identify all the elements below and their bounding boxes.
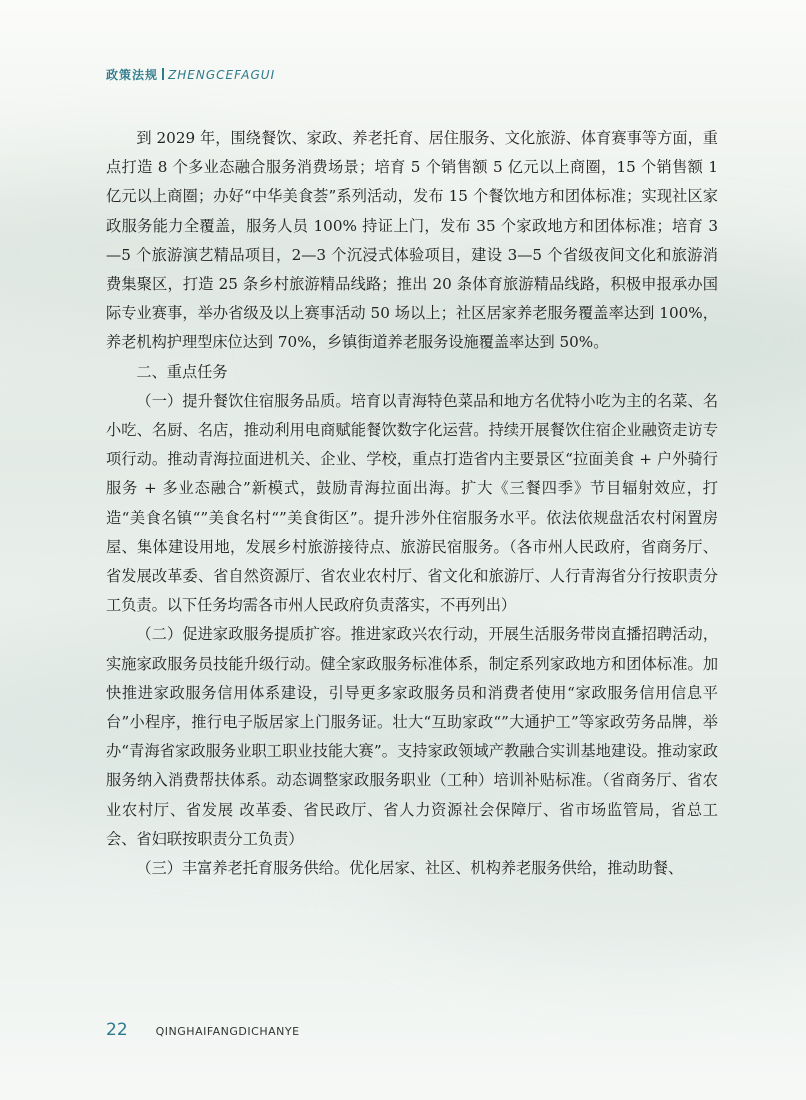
paragraph-targets: 到 2029 年，围绕餐饮、家政、养老托育、居住服务、文化旅游、体育赛事等方面，重点打造 8 个多业态融合服务消费场景；培育 5 个销售额 5 亿元以上商圈，15 个销售额 1 亿元以上商圈；办好“中华美食荟”系列活动，发布 15 个餐饮地方和团体标准；实现社区家政服务能力全覆盖，服务人员 100% 持证上门，发布 35 个家政地方和团体标准；培育 3—5 个旅游演艺精品项目，2—3 个沉浸式体验项目，建设 3—5 个省级夜间文化和旅游消费集聚区，打造 25 条乡村旅游精品线路；推出 20 条体育旅游精品线路，积极申报承办国际专业赛事，举办省级及以上赛事活动 50 场以上；社区居家养老服务覆盖率达到 100%，养老机构护理型床位达到 70%，乡镇街道养老服务设施覆盖率达到 50%。 [106,129,718,352]
paragraph-catering-lodging: （一）提升餐饮住宿服务品质。培育以青海特色菜品和地方名优特小吃为主的名菜、名小吃、名厨、名店，推动利用电商赋能餐饮数字化运营。持续开展餐饮住宿企业融资走访专项行动。推动青海拉面进机关、企业、学校，重点打造省内主要景区“拉面美食 + 户外骑行服务 + 多业态融合”新模式，鼓励青海拉面出海。扩大《三餐四季》节目辐射效应，打造“美食名镇“”美食名村“”美食街区”。提升涉外住宿服务水平。依法依规盘活农村闲置房屋、集体建设用地，发展乡村旅游接待点、旅游民宿服务。（各市州人民政府，省商务厅、省发展改革委、省自然资源厅、省农业农村厅、省文化和旅游厅、人行青海省分行按职责分工负责。以下任务均需各市州人民政府负责落实，不再列出） [106,391,718,615]
page-number: 22 [106,1020,128,1040]
section-title-en: ZHENGCEFAGUI [168,68,276,82]
section-title-cn: 政策法规 [106,68,159,82]
page-footer [106,1020,300,1040]
paragraph-elderly-childcare: （三）丰富养老托育服务供给。优化居家、社区、机构养老服务供给，推动助餐、 [136,859,684,878]
paragraph-housekeeping: （二）促进家政服务提质扩容。推进家政兴农行动，开展生活服务带岗直播招聘活动，实施家政服务员技能升级行动。健全家政服务标准体系，制定系列家政地方和团体标准。加快推进家政服务信用体系建设，引导更多家政服务员和消费者使用“家政服务信用信息平台”小程序，推行电子版居家上门服务证。壮大“互助家政“”大通护工”等家政劳务品牌，举办“青海省家政服务业职工职业技能大赛”。支持家政领域产教融合实训基地建设。推动家政服务纳入消费帮扶体系。动态调整家政服务职业（工种）培训补贴标准。（省商务厅、省农业农村厅、省发展 改革委、省民政厅、省人力资源社会保障厅、省市场监管局，省总工会、省妇联按职责分工负责） [106,625,718,848]
section-header [106,66,275,83]
header-divider [162,68,164,80]
magazine-name: QINGHAIFANGDICHANYE [155,1025,300,1038]
section-heading-key-tasks: 二、重点任务 [136,362,228,381]
article-body [106,124,718,883]
